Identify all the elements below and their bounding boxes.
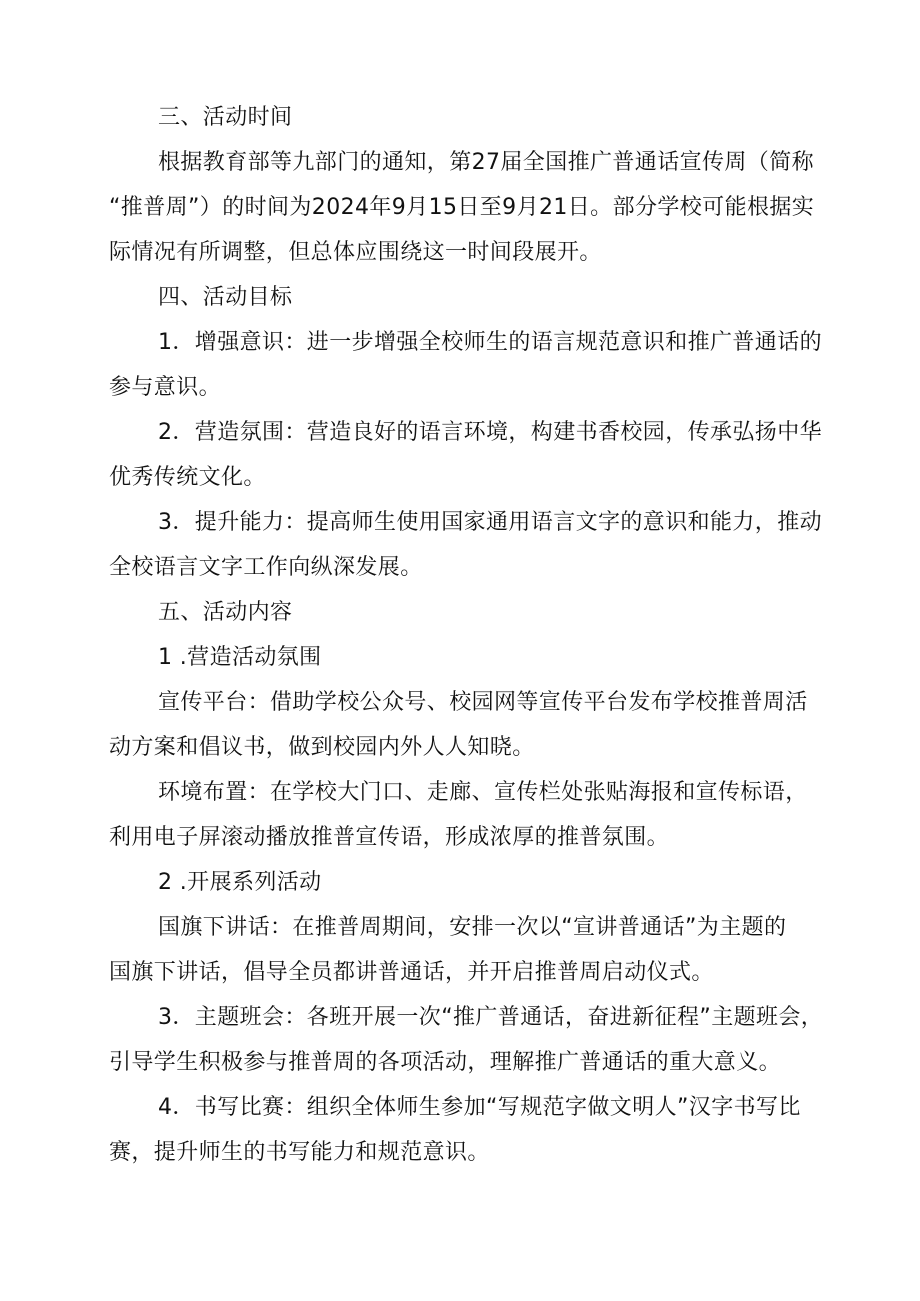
paragraph-line: 根据教育部等九部门的通知，第27届全国推广普通话宣传周（简称 [158, 150, 814, 175]
paragraph-line: 全校语言文字工作向纵深发展。 [109, 555, 423, 580]
paragraph-line: 3．主题班会：各班开展一次“推广普通话，奋进新征程”主题班会， [158, 1005, 824, 1030]
section-heading-goals: 四、活动目标 [158, 285, 293, 310]
paragraph-line: 际情况有所调整，但总体应围绕这一时间段展开。 [109, 240, 602, 265]
paragraph-line: 环境布置：在学校大门口、走廊、宣传栏处张贴海报和宣传标语， [158, 780, 808, 805]
paragraph-line: 赛，提升师生的书写能力和规范意识。 [109, 1140, 490, 1165]
paragraph-line: 宣传平台：借助学校公众号、校园网等宣传平台发布学校推普周活 [158, 690, 808, 715]
paragraph-line: 国旗下讲话：在推普周期间，安排一次以“宣讲普通话”为主题的 [158, 915, 787, 940]
subheading-line: 1 .营造活动氛围 [158, 645, 322, 670]
paragraph-line: 国旗下讲话，倡导全员都讲普通话，并开启推普周启动仪式。 [109, 960, 714, 985]
paragraph-line: 利用电子屏滚动播放推普宣传语，形成浓厚的推普氛围。 [109, 825, 670, 850]
paragraph-line: 引导学生积极参与推普周的各项活动，理解推广普通话的重大意义。 [109, 1050, 782, 1075]
section-heading-time: 三、活动时间 [158, 105, 293, 130]
paragraph-line: “推普周”）的时间为2024年9月15日至9月21日。部分学校可能根据实 [109, 195, 815, 220]
section-heading-content: 五、活动内容 [158, 600, 293, 625]
paragraph-line: 动方案和倡议书，做到校园内外人人知晓。 [109, 735, 535, 760]
paragraph-line: 4．书写比赛：组织全体师生参加“写规范字做文明人”汉字书写比 [158, 1095, 801, 1120]
paragraph-line: 参与意识。 [109, 375, 222, 400]
paragraph-line: 2．营造氛围：营造良好的语言环境，构建书香校园，传承弘扬中华 [158, 420, 822, 445]
subheading-line: 2 .开展系列活动 [158, 870, 322, 895]
paragraph-line: 优秀传统文化。 [109, 465, 266, 490]
paragraph-line: 3．提升能力：提高师生使用国家通用语言文字的意识和能力，推动 [158, 510, 822, 535]
paragraph-line: 1．增强意识：进一步增强全校师生的语言规范意识和推广普通话的 [158, 330, 822, 355]
